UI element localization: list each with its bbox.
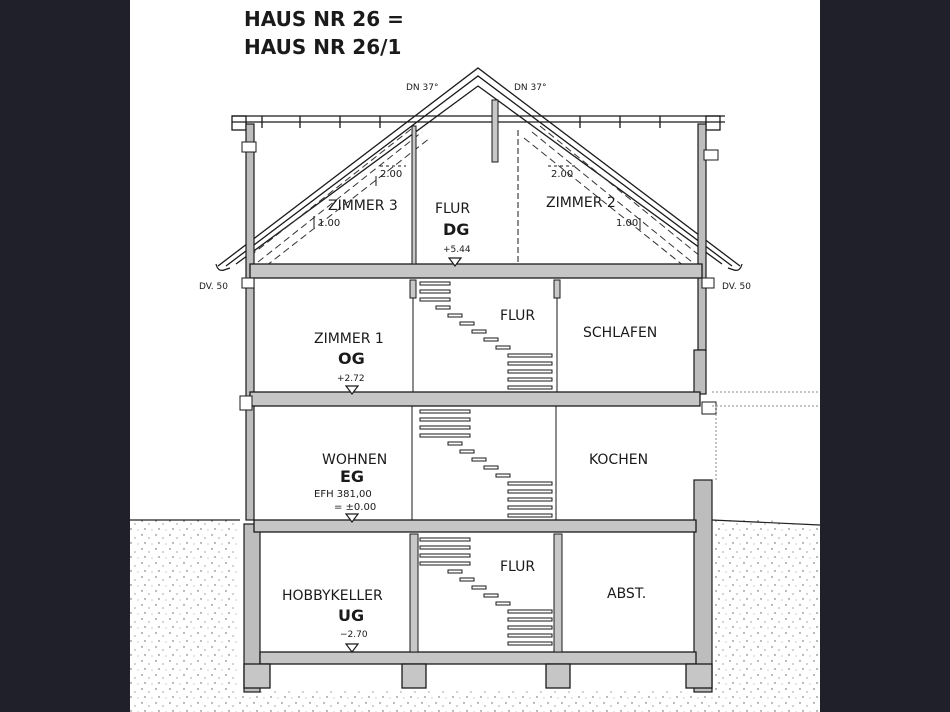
eg-floor-code: EG (340, 467, 365, 486)
eaves-left: DV. 50 (199, 282, 228, 292)
soil-right (712, 518, 820, 712)
dg-floor-code: DG (443, 220, 470, 239)
dg-room-left: ZIMMER 3 (328, 198, 398, 214)
dg-dim-right-bottom: 1.00 (616, 218, 639, 229)
ug-level: −2.70 (340, 630, 368, 640)
eg-room-right: KOCHEN (589, 452, 649, 468)
roof-pitch-right: DN 37° (514, 83, 547, 93)
dg-dim-left-bottom: 1.00 (318, 218, 341, 229)
og-level: +2.72 (337, 374, 365, 384)
eg-room-left: WOHNEN (322, 452, 388, 468)
og-floor-code: OG (338, 349, 365, 368)
ug-room-right: ABST. (607, 586, 647, 602)
og-room-right: SCHLAFEN (583, 325, 658, 341)
soil-under (238, 690, 712, 712)
og-room-left: ZIMMER 1 (314, 331, 384, 347)
dg-level: +5.44 (443, 245, 471, 255)
og-room-center: FLUR (500, 308, 536, 324)
title-line-2: HAUS NR 26/1 (244, 35, 402, 59)
roof-pitch-left: DN 37° (406, 83, 439, 93)
dg-room-right: ZIMMER 2 (546, 195, 616, 211)
dg-dim-left-top: 2.00 (380, 169, 403, 180)
eaves-right: DV. 50 (722, 282, 751, 292)
ug-room-center: FLUR (500, 559, 536, 575)
eg-efh: EFH 381,00 (314, 489, 372, 500)
eg-level: = ±0.00 (334, 502, 377, 513)
dg-room-center: FLUR (435, 201, 471, 217)
ug-room-left: HOBBYKELLER (282, 588, 383, 604)
soil-left (130, 520, 238, 712)
title-line-1: HAUS NR 26 = (244, 7, 404, 31)
ug-floor-code: UG (338, 606, 365, 625)
dg-dim-right-top: 2.00 (551, 169, 574, 180)
